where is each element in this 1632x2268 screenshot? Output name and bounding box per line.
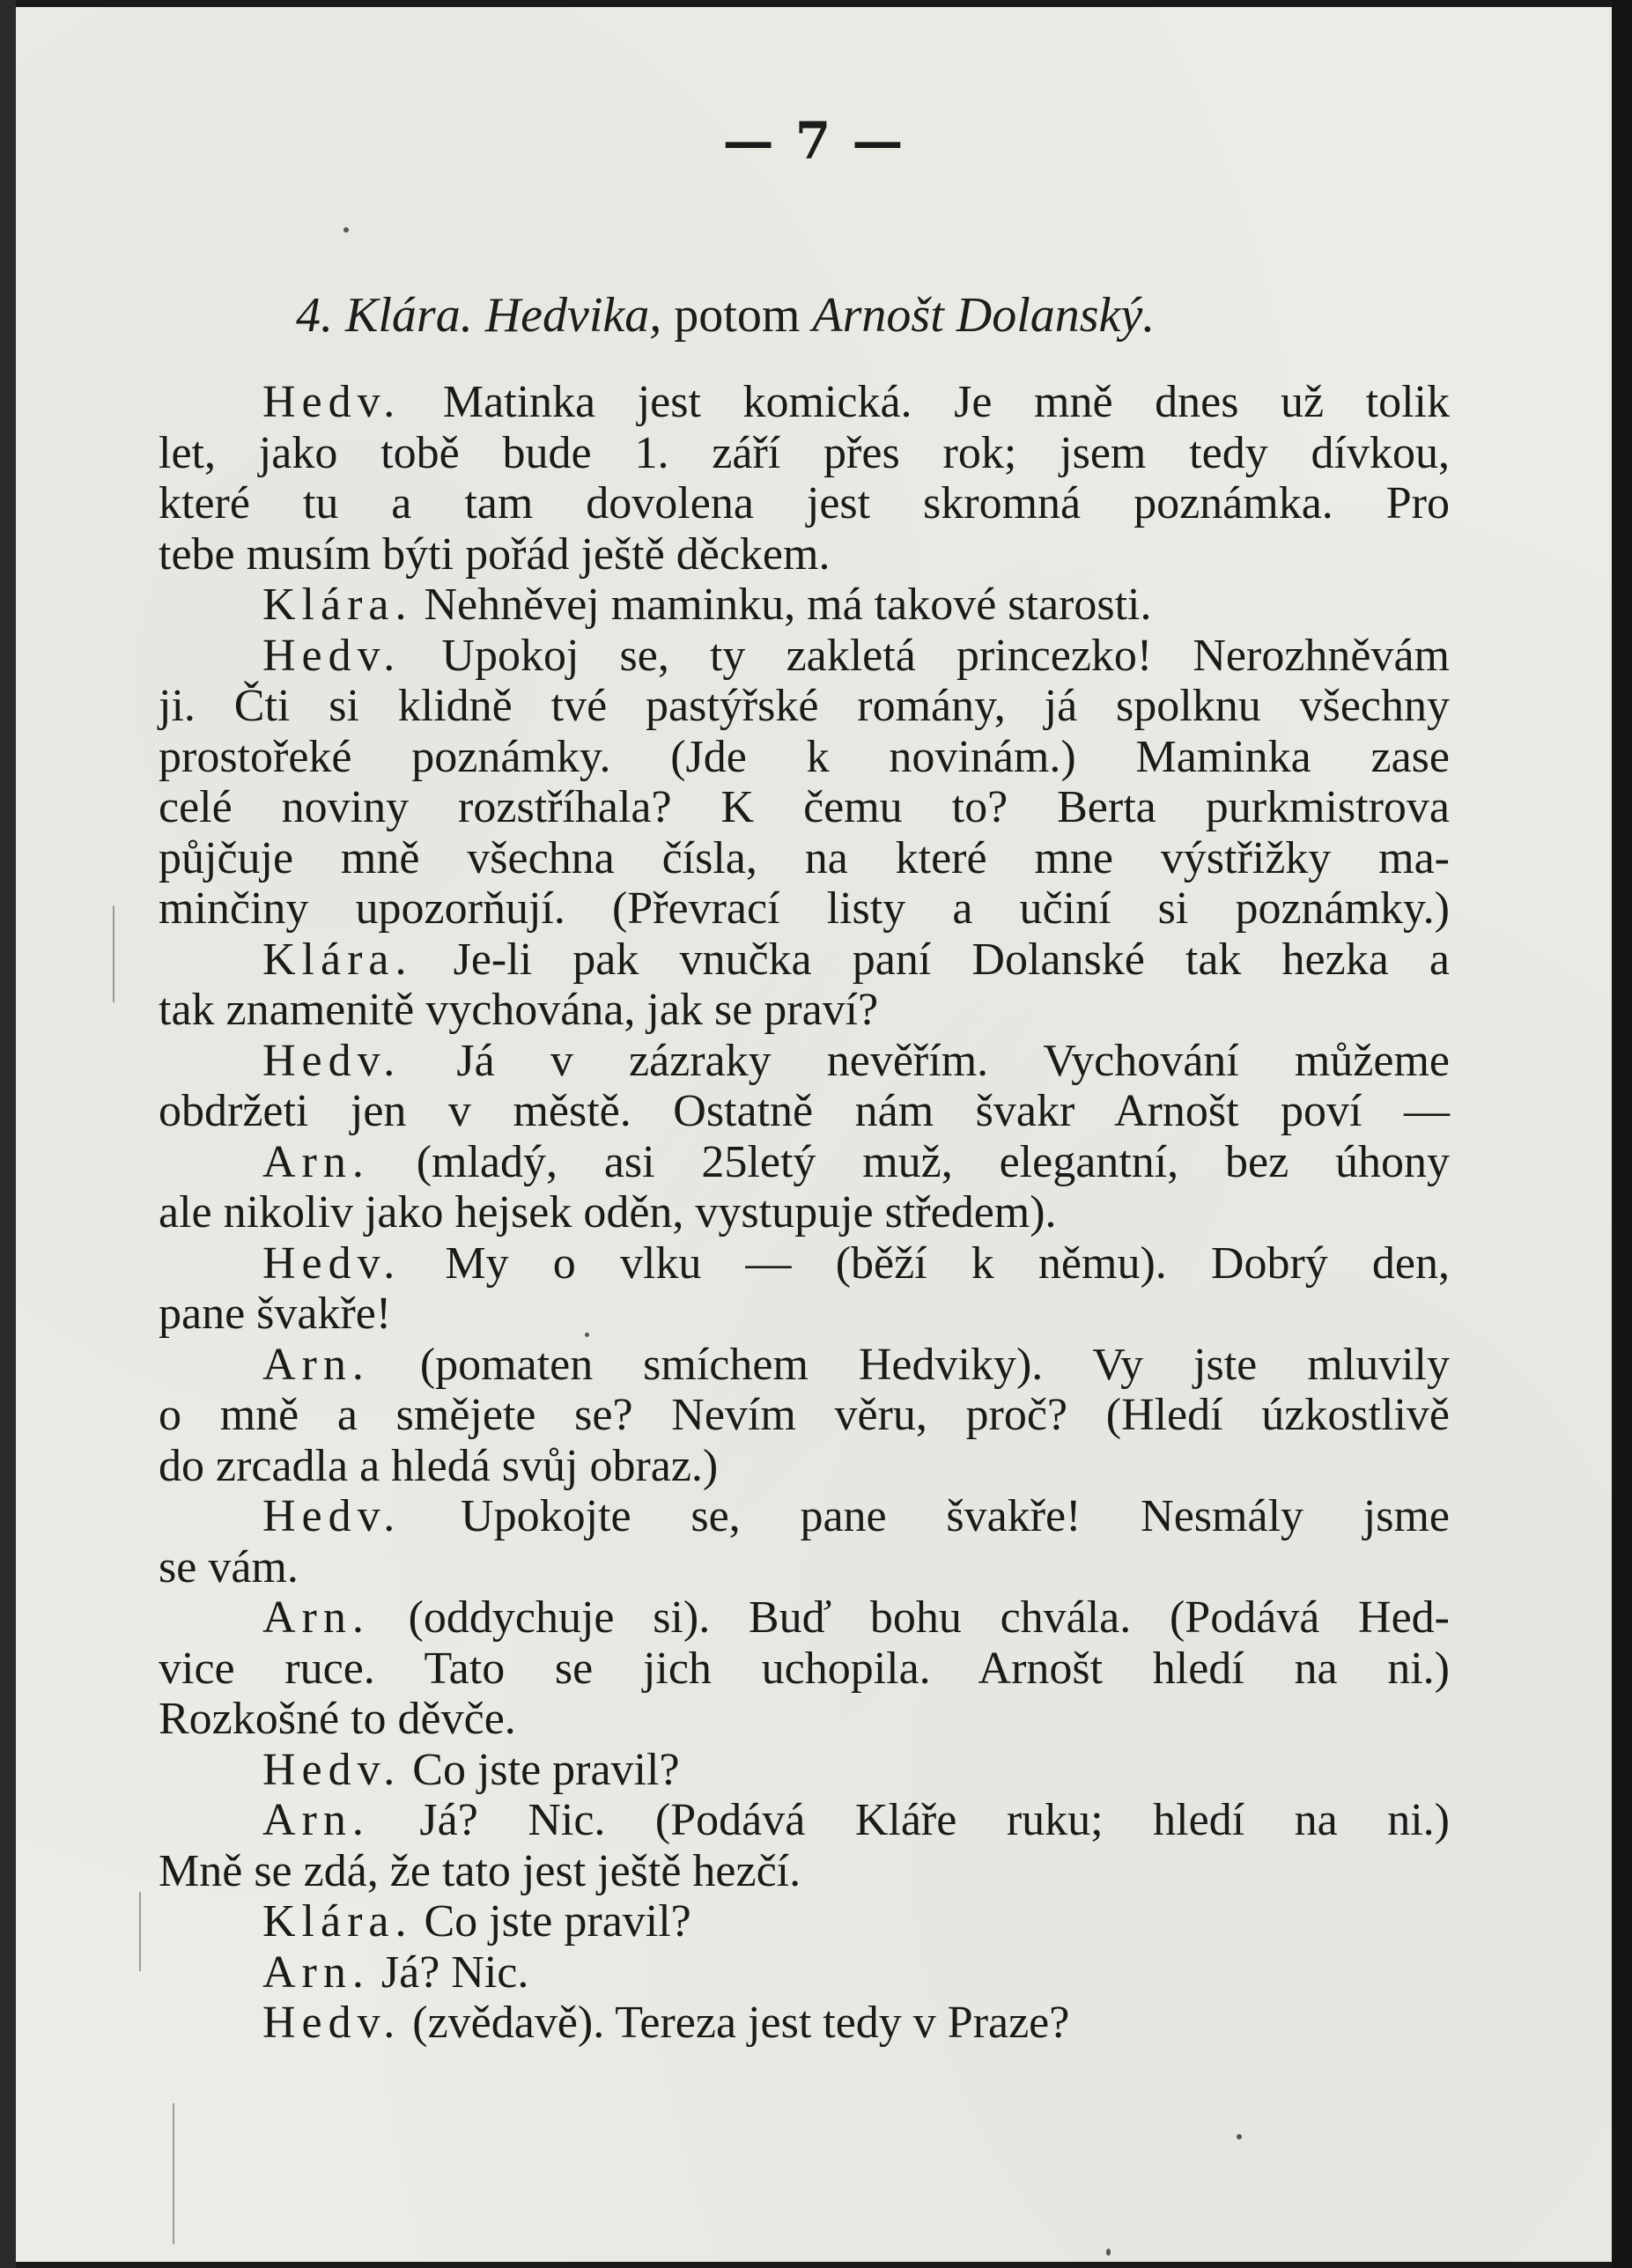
- text-line: [159, 428, 1450, 479]
- paper-speck: [343, 227, 349, 233]
- paper-speck: [585, 1333, 589, 1337]
- line-text: půjčuje mně všechna čísla, na které mne výstřižky ma-: [159, 832, 1450, 883]
- text-line: [159, 1390, 1450, 1441]
- line-text: (zvědavě). Tereza jest tedy v Praze?: [412, 1998, 1070, 2048]
- scene-character-arnost: Arnošt Dolanský.: [812, 288, 1156, 343]
- line-text: Upokoj se, ty zakletá princezko! Nerozhněvám: [441, 630, 1451, 681]
- text-line: [159, 1137, 1450, 1188]
- text-line: [159, 580, 1450, 631]
- line-text: ale nikoliv jako hejsek oděn, vystupuje středem).: [159, 1187, 1057, 1237]
- line-text: tak znamenitě vychována, jak se praví?: [159, 985, 879, 1035]
- line-text: se vám.: [159, 1541, 299, 1592]
- speaker-name: Arn.: [262, 1339, 370, 1390]
- page-number: — 7 —: [722, 111, 905, 171]
- text-line: [159, 935, 1450, 986]
- line-text: prostořeké poznámky. (Jde k novinám.) Maminka zase: [159, 731, 1450, 782]
- speaker-name: Arn.: [262, 1947, 370, 1998]
- speaker-name: Hedv.: [262, 377, 402, 427]
- scene-character-klara: Klára.: [345, 288, 473, 343]
- scene-heading: [296, 287, 1155, 344]
- line-text: obdržeti jen v městě. Ostatně nám švakr Arnošt poví —: [159, 1086, 1450, 1136]
- paper-scratch: [139, 1892, 141, 1971]
- line-text: které tu a tam dovolena jest skromná poznámka. Pro: [159, 478, 1450, 528]
- speaker-name: Hedv.: [262, 1491, 402, 1541]
- line-text: o mně a smějete se? Nevím věru, proč? (Hledí úzkostlivě: [159, 1390, 1450, 1440]
- line-text: Rozkošné to děvče.: [159, 1694, 516, 1744]
- text-line: [159, 985, 1450, 1036]
- text-line: [159, 1998, 1450, 2049]
- line-text: My o vlku — (běží k němu). Dobrý den,: [445, 1237, 1451, 1289]
- text-line: [159, 1644, 1450, 1695]
- speaker-name: Hedv.: [262, 1237, 402, 1289]
- line-text: vice ruce. Tato se jich uchopila. Arnošt hledí na ni.): [159, 1643, 1450, 1694]
- line-text: Mně se zdá, že tato jest ještě hezčí.: [159, 1845, 801, 1896]
- text-line: [159, 1441, 1450, 1492]
- line-text: (mladý, asi 25letý muž, elegantní, bez úhony: [416, 1136, 1450, 1187]
- line-text: ji. Čti si klidně tvé pastýřské romány, já spolknu všechny: [159, 681, 1450, 731]
- line-text: celé noviny rozstříhala? K čemu to? Berta purkmistrova: [159, 782, 1450, 832]
- speaker-name: Hedv.: [262, 1998, 402, 2048]
- line-text: Je-li pak vnučka paní Dolanské tak hezka a: [453, 934, 1450, 985]
- text-line: [159, 1947, 1450, 1998]
- line-text: Matinka jest komická. Je mně dnes už tolik: [442, 377, 1451, 427]
- line-text: Co jste pravil?: [412, 1744, 680, 1795]
- text-line: [159, 681, 1450, 732]
- line-text: pane švakře!: [159, 1289, 392, 1339]
- paper-scratch: [173, 2103, 174, 2244]
- text-line: [159, 1340, 1450, 1391]
- line-text: Upokojte se, pane švakře! Nesmály jsme: [461, 1491, 1451, 1541]
- scene-number: 4.: [296, 288, 333, 343]
- speaker-name: Arn.: [262, 1592, 370, 1643]
- page-left-edge: [0, 0, 16, 2268]
- speaker-name: Klára.: [262, 1896, 413, 1947]
- line-text: do zrcadla a hledá svůj obraz.): [159, 1440, 719, 1491]
- text-line: [159, 631, 1450, 682]
- speaker-name: Hedv.: [262, 1744, 402, 1795]
- paper-scratch: [113, 905, 114, 1002]
- text-line: [159, 478, 1450, 529]
- speaker-name: Arn.: [262, 1795, 370, 1845]
- text-line: [159, 1592, 1450, 1644]
- scene-connector: potom: [674, 288, 801, 343]
- text-line: [159, 1694, 1450, 1745]
- text-line: [159, 1491, 1450, 1542]
- scene-character-hedvika: Hedvika,: [484, 288, 662, 343]
- line-text: let, jako tobě bude 1. září přes rok; jsem tedy dívkou,: [159, 427, 1450, 478]
- text-line: [159, 1795, 1450, 1846]
- speaker-name: Hedv.: [262, 1035, 402, 1086]
- text-line: [159, 1036, 1450, 1087]
- line-text: Nehněvej maminku, má takové starosti.: [424, 580, 1152, 630]
- book-page: [16, 7, 1612, 2262]
- text-line: [159, 1896, 1450, 1947]
- speaker-name: Klára.: [262, 580, 413, 630]
- paper-speck: [1106, 2249, 1111, 2256]
- text-line: [159, 529, 1450, 580]
- paper-speck: [1237, 2134, 1242, 2139]
- dialogue-text: [159, 377, 1450, 2049]
- text-line: [159, 1187, 1450, 1238]
- text-line: [159, 1238, 1450, 1289]
- text-line: [159, 1086, 1450, 1137]
- speaker-name: Arn.: [262, 1136, 370, 1187]
- speaker-name: Hedv.: [262, 630, 402, 681]
- text-line: [159, 833, 1450, 884]
- text-line: [159, 377, 1450, 428]
- text-line: [159, 1846, 1450, 1897]
- text-line: [159, 782, 1450, 833]
- page-right-edge: [1612, 0, 1632, 2268]
- line-text: (oddychuje si). Buď bohu chvála. (Podává Hed-: [408, 1592, 1451, 1643]
- speaker-name: Klára.: [262, 934, 413, 985]
- line-text: tebe musím býti pořád ještě děckem.: [159, 528, 831, 580]
- text-line: [159, 883, 1450, 935]
- line-text: (pomaten smíchem Hedviky). Vy jste mluvily: [419, 1339, 1451, 1390]
- line-text: minčiny upozorňují. (Převrací listy a učiní si poznámky.): [159, 883, 1450, 934]
- text-line: [159, 1745, 1450, 1796]
- text-line: [159, 732, 1450, 783]
- line-text: Já? Nic. (Podává Kláře ruku; hledí na ni.): [419, 1795, 1451, 1845]
- line-text: Já? Nic.: [380, 1947, 529, 1998]
- text-line: [159, 1542, 1450, 1593]
- line-text: Já v zázraky nevěřím. Vychování můžeme: [456, 1035, 1450, 1086]
- line-text: Co jste pravil?: [424, 1896, 691, 1947]
- text-line: [159, 1289, 1450, 1340]
